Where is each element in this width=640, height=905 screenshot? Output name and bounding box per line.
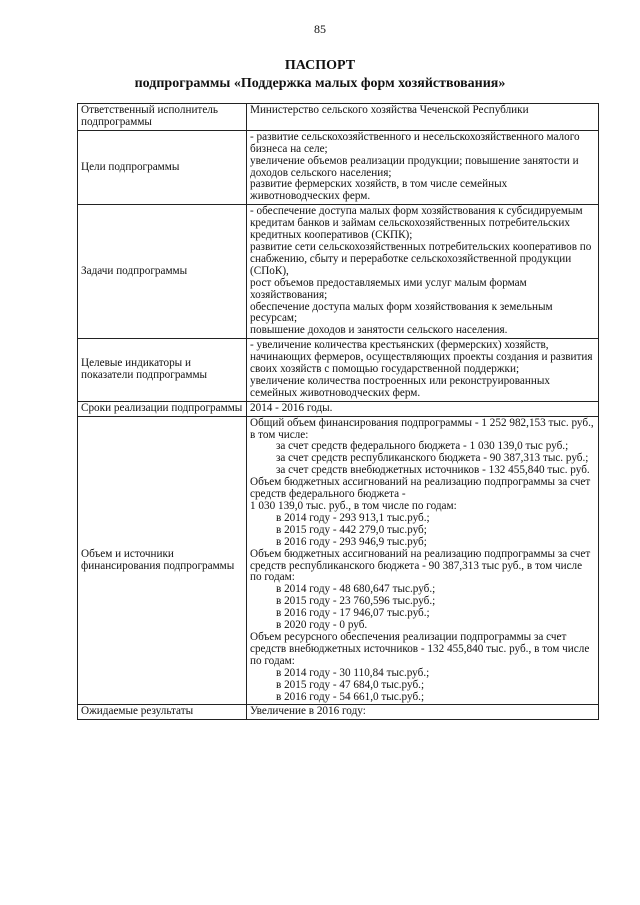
row-content — [247, 339, 599, 402]
row-content — [247, 205, 599, 339]
table-row — [78, 401, 599, 416]
title-line-2: подпрограммы «Поддержка малых форм хозяйствования» — [134, 76, 506, 91]
title-line-1: ПАСПОРТ — [284, 58, 356, 73]
content-line: Объем бюджетных ассигнований на реализацию подпрограммы за счет средств федерального бюджета - — [250, 476, 591, 501]
content-line: - увеличение количества крестьянских (фермерских) хозяйств, начинающих фермеров, осуществляющих проекты создания и развития своих хозяйств с помощью государственной поддержки; — [250, 339, 593, 376]
content-line: в 2014 году - 30 110,84 тыс.руб.; — [276, 666, 430, 679]
content-line: Министерство сельского хозяйства Чеченской Республики — [250, 104, 529, 116]
content-line: обеспечение доступа малых форм хозяйствования к земельным ресурсам; — [250, 300, 553, 325]
content-line: в 2014 году - 293 913,1 тыс.руб.; — [276, 511, 430, 524]
content-line: в 2016 году - 293 946,9 тыс.руб; — [276, 535, 427, 548]
content-line: повышение доходов и занятости сельского населения. — [250, 324, 508, 337]
row-label: Объем и источники финансирования подпрограммы — [78, 416, 247, 705]
content-line: за счет средств республиканского бюджета - 90 387,313 тыс. руб.; — [276, 452, 589, 465]
row-content — [247, 416, 599, 705]
row-content — [247, 104, 599, 131]
row-content — [247, 705, 599, 720]
content-line: в 2016 году - 17 946,07 тыс.руб.; — [276, 607, 430, 620]
content-line: за счет средств внебюджетных источников - 132 455,840 тыс. руб. — [276, 464, 590, 477]
content-line: в 2015 году - 442 279,0 тыс.руб; — [276, 523, 427, 536]
content-line: увеличение объемов реализации продукции; повышение занятости и доходов сельского населения; — [250, 154, 579, 179]
content-line: - развитие сельскохозяйственного и несельскохозяйственного малого бизнеса на селе; — [250, 130, 580, 155]
content-line: развитие сети сельскохозяйственных потребительских кооперативов по снабжению, сбыту и переработке сельскохозяйственной продукции (СПоК), — [250, 240, 592, 277]
row-label: Цели подпрограммы — [78, 130, 247, 204]
row-content — [247, 401, 599, 416]
page-number: 85 — [314, 22, 326, 36]
content-line: в 2020 году - 0 руб. — [276, 619, 368, 632]
content-line: рост объемов предоставляемых ими услуг малым формам хозяйствования; — [250, 276, 527, 301]
table-row — [78, 416, 599, 705]
content-line: развитие фермерских хозяйств, в том числе семейных животноводческих ферм. — [250, 178, 508, 203]
content-line: в 2014 году - 48 680,647 тыс.руб.; — [276, 583, 436, 596]
content-line: 1 030 139,0 тыс. руб., в том числе по годам: — [250, 500, 457, 512]
content-line: Общий объем финансирования подпрограммы - 1 252 982,153 тыс. руб., в том числе: — [250, 416, 594, 441]
table-row — [78, 205, 599, 339]
content-line: Объем бюджетных ассигнований на реализацию подпрограммы за счет средств республиканского бюджета - 90 387,313 тыс руб., в том числе по годам: — [250, 547, 591, 584]
content-line: в 2016 году - 54 661,0 тыс.руб.; — [276, 690, 425, 703]
content-line: - обеспечение доступа малых форм хозяйствования к субсидируемым кредитам банков и займам сельскохозяйственных потребительских кредитных кооперативов (СКПК); — [250, 205, 583, 242]
row-label: Сроки реализации подпрограммы — [78, 401, 247, 416]
passport-table — [77, 103, 599, 720]
table-row — [78, 339, 599, 402]
content-line: за счет средств федерального бюджета - 1 030 139,0 тыс руб.; — [276, 440, 569, 453]
row-content — [247, 130, 599, 204]
row-label: Целевые индикаторы и показатели подпрограммы — [78, 339, 247, 402]
content-line: 2014 - 2016 годы. — [250, 401, 333, 414]
table-row — [78, 130, 599, 204]
content-line: в 2015 году - 23 760,596 тыс.руб.; — [276, 595, 436, 608]
content-line: Увеличение в 2016 году: — [250, 705, 366, 718]
row-label: Ожидаемые результаты — [78, 705, 247, 720]
table-row — [78, 104, 599, 131]
row-label: Задачи подпрограммы — [78, 205, 247, 339]
content-line: увеличение количества построенных или реконструированных семейных животноводческих ферм. — [250, 374, 550, 399]
content-line: в 2015 году - 47 684,0 тыс.руб.; — [276, 678, 425, 691]
row-label: Ответственный исполнитель подпрограммы — [78, 104, 247, 131]
table-row — [78, 705, 599, 720]
content-line: Объем ресурсного обеспечения реализации подпрограммы за счет средств внебюджетных источников - 132 455,840 тыс. руб., в том числе по годам: — [250, 630, 590, 667]
document-title — [0, 57, 640, 93]
